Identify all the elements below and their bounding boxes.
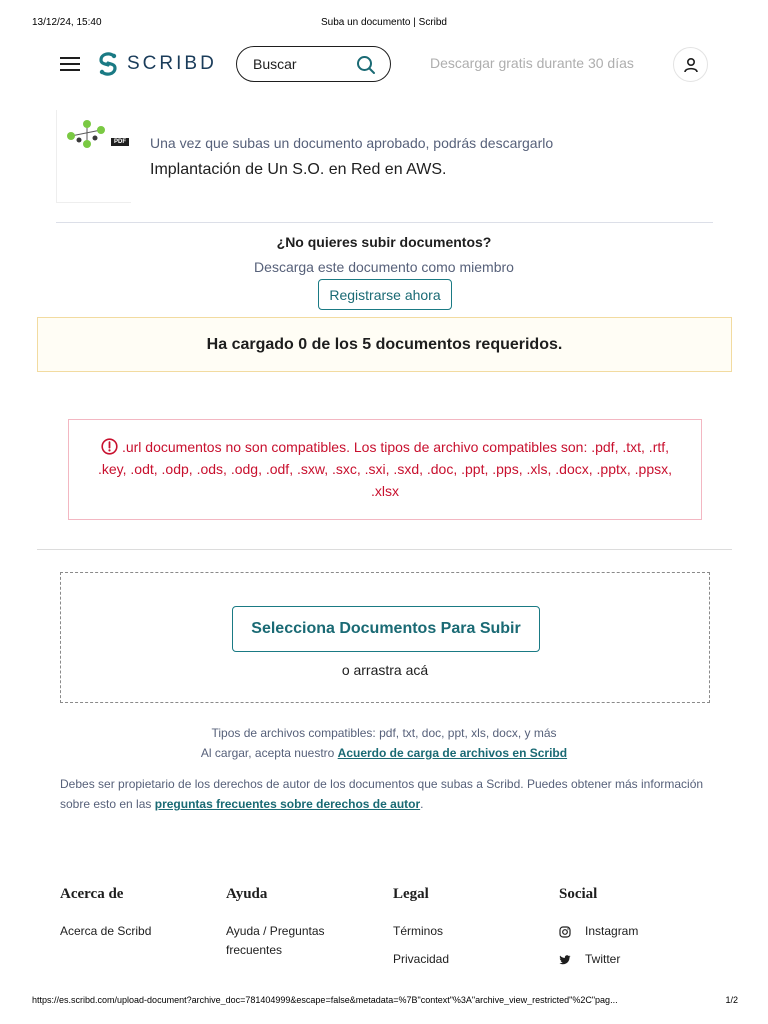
copyright-notice — [60, 774, 710, 814]
twitter-icon — [559, 954, 571, 966]
footer-heading-help: Ayuda — [226, 886, 268, 902]
user-icon — [683, 57, 699, 73]
error-text: .url documentos no son compatibles. Los tipos de archivo compatibles son: .pdf, .txt, .rtf, .key, .odt, .odp, .ods, .odg, .odf, .sxw, .sxc, .sxi, .sxd, .doc, .ppt, .pps, .xls, .docx, .pptx, .ppsx, .xlsx — [98, 439, 672, 499]
footer-link-instagram[interactable] — [559, 922, 719, 941]
print-footer — [0, 995, 768, 1009]
search-input[interactable] — [253, 56, 345, 72]
footer-help-column — [226, 886, 356, 969]
footer-link-help-faq[interactable]: Ayuda / Preguntas frecuentes — [226, 924, 325, 957]
logo-wordmark: SCRIBD — [127, 53, 217, 74]
footer-link-twitter[interactable] — [559, 950, 719, 969]
instagram-icon — [559, 926, 571, 938]
footer-heading-legal: Legal — [393, 886, 429, 902]
error-alert — [68, 419, 702, 520]
footer-legal-column — [393, 886, 553, 978]
footer-link-terms[interactable]: Términos — [393, 924, 444, 938]
agreement-prefix: Al cargar, acepta nuestro — [200, 746, 338, 760]
footer-link-about-scribd[interactable]: Acerca de Scribd — [60, 924, 152, 938]
divider — [37, 549, 732, 550]
instagram-label: Instagram — [585, 924, 639, 938]
scribd-logo-icon — [97, 51, 119, 77]
footer-heading-about: Acerca de — [60, 886, 124, 902]
account-button[interactable] — [673, 47, 708, 82]
download-note: Una vez que subas un documento aprobado, podrás descargarlo — [150, 135, 554, 151]
member-subtitle: Descarga este documento como miembro — [254, 259, 514, 275]
alert-circle-icon — [101, 438, 118, 455]
twitter-label: Twitter — [585, 952, 621, 966]
upload-agreement — [0, 746, 768, 760]
copyright-faq-link[interactable]: preguntas frecuentes sobre derechos de autor — [154, 797, 421, 811]
upload-status-text: Ha cargado 0 de los 5 documentos requeridos. — [206, 335, 563, 353]
print-page-title: Suba un documento | Scribd — [320, 17, 447, 28]
select-documents-button[interactable]: Selecciona Documentos Para Subir — [232, 606, 540, 652]
free-trial-link[interactable]: Descargar gratis durante 30 días — [430, 55, 634, 71]
scribd-logo[interactable] — [97, 51, 217, 77]
search-bar[interactable] — [236, 46, 391, 82]
print-datetime: 13/12/24, 15:40 — [32, 17, 102, 28]
copyright-text: Debes ser propietario de los derechos de autor de los documentos que subas a Scribd. Puedes obtener más información sobre esto en las — [60, 777, 704, 811]
drag-hint: o arrastra acá — [341, 662, 429, 678]
footer-heading-social: Social — [559, 886, 598, 902]
copyright-end: . — [420, 797, 424, 811]
print-url: https://es.scribd.com/upload-document?archive_doc=781404999&escape=false&metadata=%7B"context"%3A"archive_view_restricted"%2C"pag... — [32, 995, 618, 1005]
print-page-number: 1/2 — [725, 995, 738, 1005]
upload-dropzone[interactable] — [60, 572, 710, 703]
search-icon[interactable] — [356, 55, 376, 75]
print-header — [0, 17, 768, 31]
divider — [56, 222, 713, 223]
upload-agreement-link[interactable]: Acuerdo de carga de archivos en Scribd — [337, 746, 568, 760]
pdf-badge: PDF — [111, 138, 129, 146]
document-thumbnail — [56, 110, 131, 203]
supported-types-text: Tipos de archivos compatibles: pdf, txt, doc, ppt, xls, docx, y más — [211, 726, 557, 740]
footer-about-column — [60, 886, 220, 950]
upload-status-banner — [37, 317, 732, 372]
document-title: Implantación de Un S.O. en Red en AWS. — [150, 161, 447, 178]
footer-social-column — [559, 886, 719, 978]
register-button[interactable]: Registrarse ahora — [318, 279, 452, 310]
footer-link-privacy[interactable]: Privacidad — [393, 952, 450, 966]
menu-icon[interactable] — [60, 57, 80, 71]
no-upload-question: ¿No quieres subir documentos? — [276, 234, 492, 250]
